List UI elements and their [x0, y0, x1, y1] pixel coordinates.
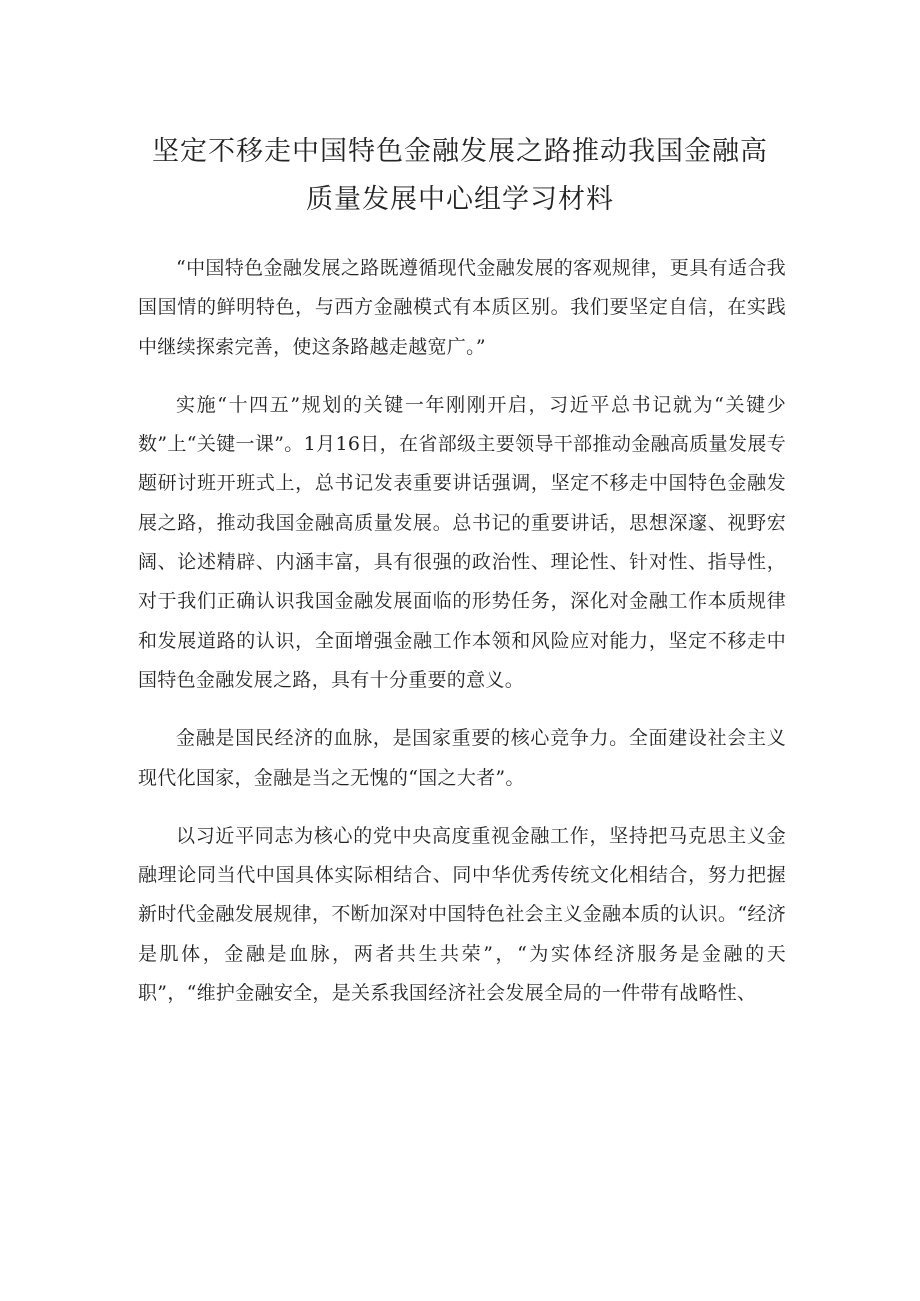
paragraph-party-central: 以习近平同志为核心的党中央高度重视金融工作，坚持把马克思主义金融理论同当代中国具体实际相结合、同中华优秀传统文化相结合，努力把握新时代金融发展规律，不断加深对中国特色社会主义金融本质的认识。“经济是肌体，金融是血脉，两者共生共荣”，“为实体经济服务是金融的天职”，“维护金融安全，是关系我国经济社会发展全局的一件带有战略性、 [138, 824, 786, 1005]
paragraph-quote: “中国特色金融发展之路既遵循现代金融发展的客观规律，更具有适合我国国情的鲜明特色，与西方金融模式有本质区别。我们要坚定自信，在实践中继续探索完善，使这条路越走越宽广。” [138, 257, 786, 358]
title-line-2: 质量发展中心组学习材料 [306, 184, 614, 215]
paragraph-lecture: 实施“十四五”规划的关键一年刚刚开启，习近平总书记就为“关键少数”上“关键一课”。1月16日，在省部级主要领导干部推动金融高质量发展专题研讨班开班式上，总书记发表重要讲话强调，坚定不移走中国特色金融发展之路，推动我国金融高质量发展。总书记的重要讲话，思想深邃、视野宏阔、论述精辟、内涵丰富，具有很强的政治性、理论性、针对性、指导性，对于我们正确认识我国金融发展面临的形势任务，深化对金融工作本质规律和发展道路的认识，全面增强金融工作本领和风险应对能力，坚定不移走中国特色金融发展之路，具有十分重要的意义。 [138, 393, 786, 691]
paragraph-finance-bloodline: 金融是国民经济的血脉，是国家重要的核心竞争力。全面建设社会主义现代化国家，金融是当之无愧的“国之大者”。 [138, 727, 786, 789]
document-body [138, 249, 786, 1032]
document-title [100, 128, 820, 224]
title-line-1: 坚定不移走中国特色金融发展之路推动我国金融高 [152, 136, 768, 167]
